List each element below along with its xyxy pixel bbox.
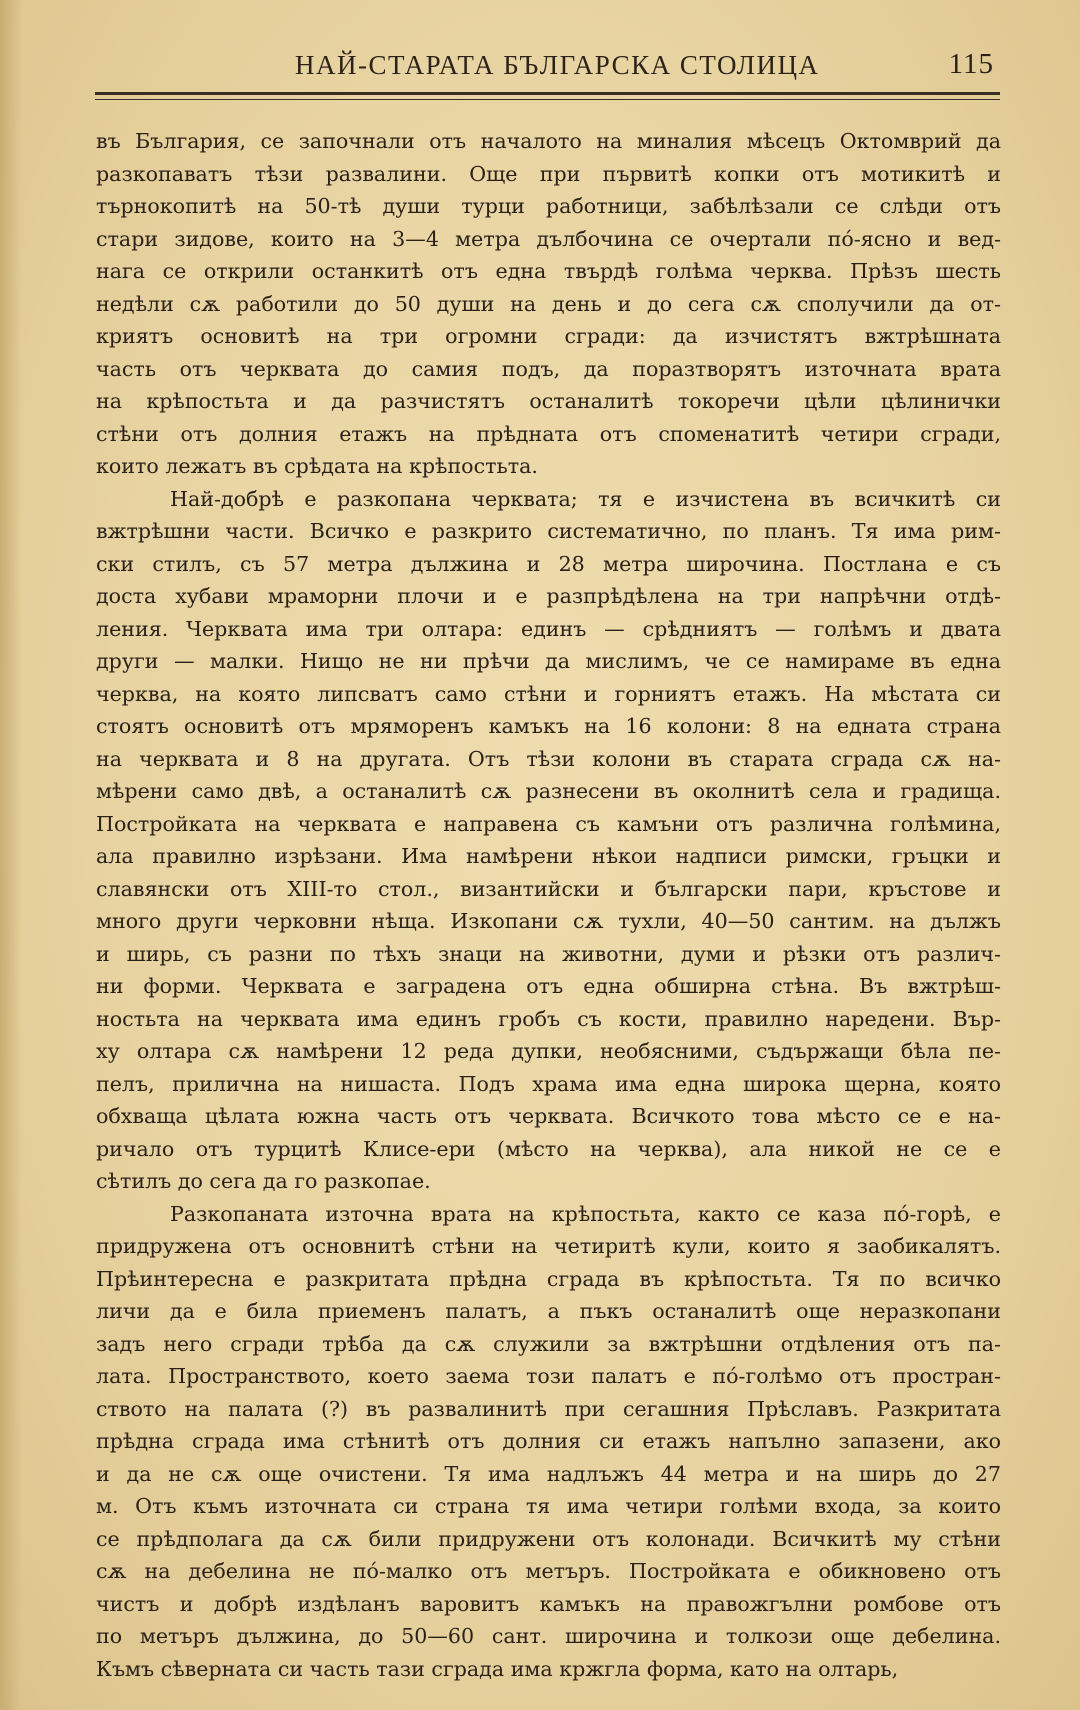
header-rule-thin [95,99,1000,100]
text-line: ала правилно изрѣзани. Има намѣрени нѣкои надписи римски, гръцки и [96,844,1001,868]
running-title: НАЙ-СТАРАТА БЪЛГАРСКА СТОЛИЦА [295,50,820,80]
text-line: ството на палата (?) въ развалинитѣ при сегашния Прѣславъ. Разкритата [96,1396,1001,1421]
text-line: и ширь, съ разни по тѣхъ знаци на животни, думи и рѣзки отъ различ- [96,941,1001,966]
text-line: обхваща цѣлата южна часть отъ черквата. Всичкото това мѣсто се е на- [96,1104,1001,1128]
text-line: мѣрени само двѣ, а останалитѣ сѫ разнесени въ околнитѣ села и градища. [96,779,1001,803]
text-line: сѫ на дебелина не по́-малко отъ метъръ. Постройката е обикновено отъ [96,1559,1001,1583]
text-line: Разкопаната източна врата на крѣпостьта, както се каза по́-горѣ, е [170,1201,1001,1226]
header-rule-thick [95,92,1000,95]
text-line: се прѣдполага да сѫ били придружени отъ колонади. Всичкитѣ му стѣни [96,1526,1001,1551]
text-line: ричало отъ турцитѣ Клисе-ери (мѣсто на черква), ала никой не се е [96,1136,1001,1161]
body-text [96,125,1001,1685]
text-line: по метъръ дължина, до 50—60 сант. широчина и толкози още дебелина. [96,1624,1001,1648]
text-line: Постройката на черквата е направена съ камъни отъ различна голѣмина, [96,811,1001,836]
text-line: ски стилъ, съ 57 метра дължина и 28 метра широчина. Постлана е съ [96,551,1001,576]
text-line: стѣни отъ долния етажъ на прѣдната отъ споменатитѣ четири сгради, [96,421,1001,446]
text-line: недѣли сѫ работили до 50 души на день и до сега сѫ сполучили да от- [96,291,1001,316]
text-line: търнокопитѣ на 50-тѣ души турци работници, забѣлѣзали се слѣди отъ [96,194,1001,218]
text-line: които лежатъ въ срѣдата на крѣпостьта. [96,454,538,478]
text-line: криятъ основитѣ на три огромни сгради: да изчистятъ вжтрѣшната [96,324,1001,348]
text-line: много други черковни нѣща. Изкопани сѫ тухли, 40—50 сантим. на дължъ [96,909,1001,933]
text-line: други — малки. Нищо не ни прѣчи да мислимъ, че се намираме въ една [96,649,1001,673]
text-line: славянски отъ XIII-то стол., византийски и български пари, кръстове и [96,876,1001,901]
page-number: 115 [948,48,994,80]
text-line: личи да е била приеменъ палатъ, а пъкъ останалитѣ още неразкопани [96,1299,1001,1323]
text-line: нага се открили останкитѣ отъ една твърдѣ голѣма черква. Прѣзъ шесть [96,259,1001,283]
text-line: стари зидове, които на 3—4 метра дълбочина се очертали по́-ясно и вед- [96,226,1001,251]
text-line: ни форми. Черквата е заградена отъ една обширна стѣна. Въ вжтрѣш- [96,974,1001,998]
text-line: сѣтилъ до сега да го разкопае. [96,1169,431,1193]
text-line: разкопаватъ тѣзи развалини. Още при първитѣ копки отъ мотикитѣ и [96,161,1001,186]
text-line: часть отъ черквата до самия подъ, да поразтворятъ източната врата [96,356,1001,381]
text-line: прѣдна сграда има стѣнитѣ отъ долния си етажъ напълно запазени, ако [96,1429,1001,1453]
text-line: доста хубави мраморни плочи и е разпрѣдѣлена на три напрѣчни отдѣ- [96,584,1001,608]
text-line: придружена отъ основнитѣ стѣни на четиритѣ кули, които я заобикалятъ. [96,1234,1001,1258]
page-header [95,44,1000,88]
text-line: черква, на която липсватъ само стѣни и горниятъ етажъ. На мѣстата си [96,681,1001,706]
text-line: ления. Черквата има три олтара: единъ — срѣдниятъ — голѣмъ и двата [96,616,1001,641]
text-line: задъ него сгради трѣба да сѫ служили за вжтрѣшни отдѣления отъ па- [96,1331,1001,1356]
text-line: пелъ, прилична на нишаста. Подъ храма има една широка щерна, която [96,1071,1001,1096]
text-line: на крѣпостьта и да разчистятъ останалитѣ токоречи цѣли цѣлинички [96,389,1001,413]
text-line: лата. Пространството, което заема този палатъ е по́-голѣмо отъ простран- [96,1364,1001,1388]
text-line: на черквата и 8 на другата. Отъ тѣзи колони въ старата сграда сѫ на- [96,746,1001,771]
text-line: вжтрѣшни части. Всичко е разкрито систематично, по планъ. Тя има рим- [96,519,1001,543]
text-line: Прѣинтересна е разкритата прѣдна сграда въ крѣпостьта. Тя по всичко [96,1266,1001,1291]
text-line: Къмъ сѣверната си часть тази сграда има кржгла форма, като на олтарь, [96,1656,899,1681]
page-spine-shadow [0,0,22,1710]
text-line: м. Отъ къмъ източната си страна тя има четири голѣми входа, за които [96,1494,1001,1518]
text-line: въ България, се започнали отъ началото на миналия мѣсецъ Октомврий да [96,129,1001,153]
text-line: и да не сѫ още очистени. Тя има надлъжъ 44 метра и на ширь до 27 [96,1461,1001,1486]
text-line: чистъ и добрѣ издѣланъ варовитъ камъкъ на правожгълни ромбове отъ [96,1591,1001,1616]
text-line: стоятъ основитѣ отъ мряморенъ камъкъ на 16 колони: 8 на едната страна [96,714,1001,738]
text-line: Най-добрѣ е разкопана черквата; тя е изчистена въ всичкитѣ си [170,486,1001,511]
text-line: ностьта на черквата има единъ гробъ съ кости, правилно наредени. Вър- [96,1006,1001,1031]
text-line: ху олтара сѫ намѣрени 12 реда дупки, необясними, съдържащи бѣла пе- [96,1039,1001,1063]
